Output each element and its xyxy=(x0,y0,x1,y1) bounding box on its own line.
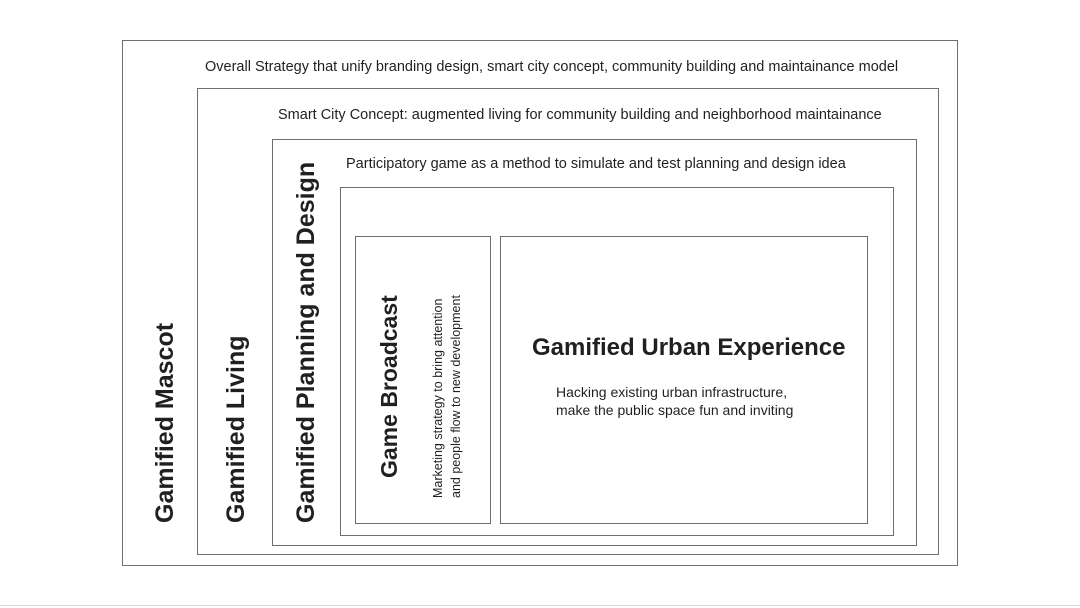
living-title: Gamified Living xyxy=(222,335,250,523)
mascot-caption: Overall Strategy that unify branding design, smart city concept, community building and maintainance model xyxy=(205,59,899,75)
urban-description-line-2: make the public space fun and inviting xyxy=(556,402,794,418)
planning-caption: Participatory game as a method to simulate and test planning and design idea xyxy=(346,156,846,172)
broadcast-description-line-1: Marketing strategy to bring attention xyxy=(431,298,445,498)
broadcast-title: Game Broadcast xyxy=(376,295,402,478)
mascot-title: Gamified Mascot xyxy=(151,322,179,523)
urban-box xyxy=(500,236,868,524)
urban-description xyxy=(556,383,793,419)
urban-title: Gamified Urban Experience xyxy=(532,334,846,361)
planning-title: Gamified Planning and Design xyxy=(292,161,320,523)
urban-description-line-1: Hacking existing urban infrastructure, xyxy=(556,384,788,400)
bottom-divider xyxy=(0,605,1080,606)
living-caption: Smart City Concept: augmented living for community building and neighborhood maintainance xyxy=(278,107,882,123)
broadcast-description-line-2: and people flow to new development xyxy=(449,295,463,498)
